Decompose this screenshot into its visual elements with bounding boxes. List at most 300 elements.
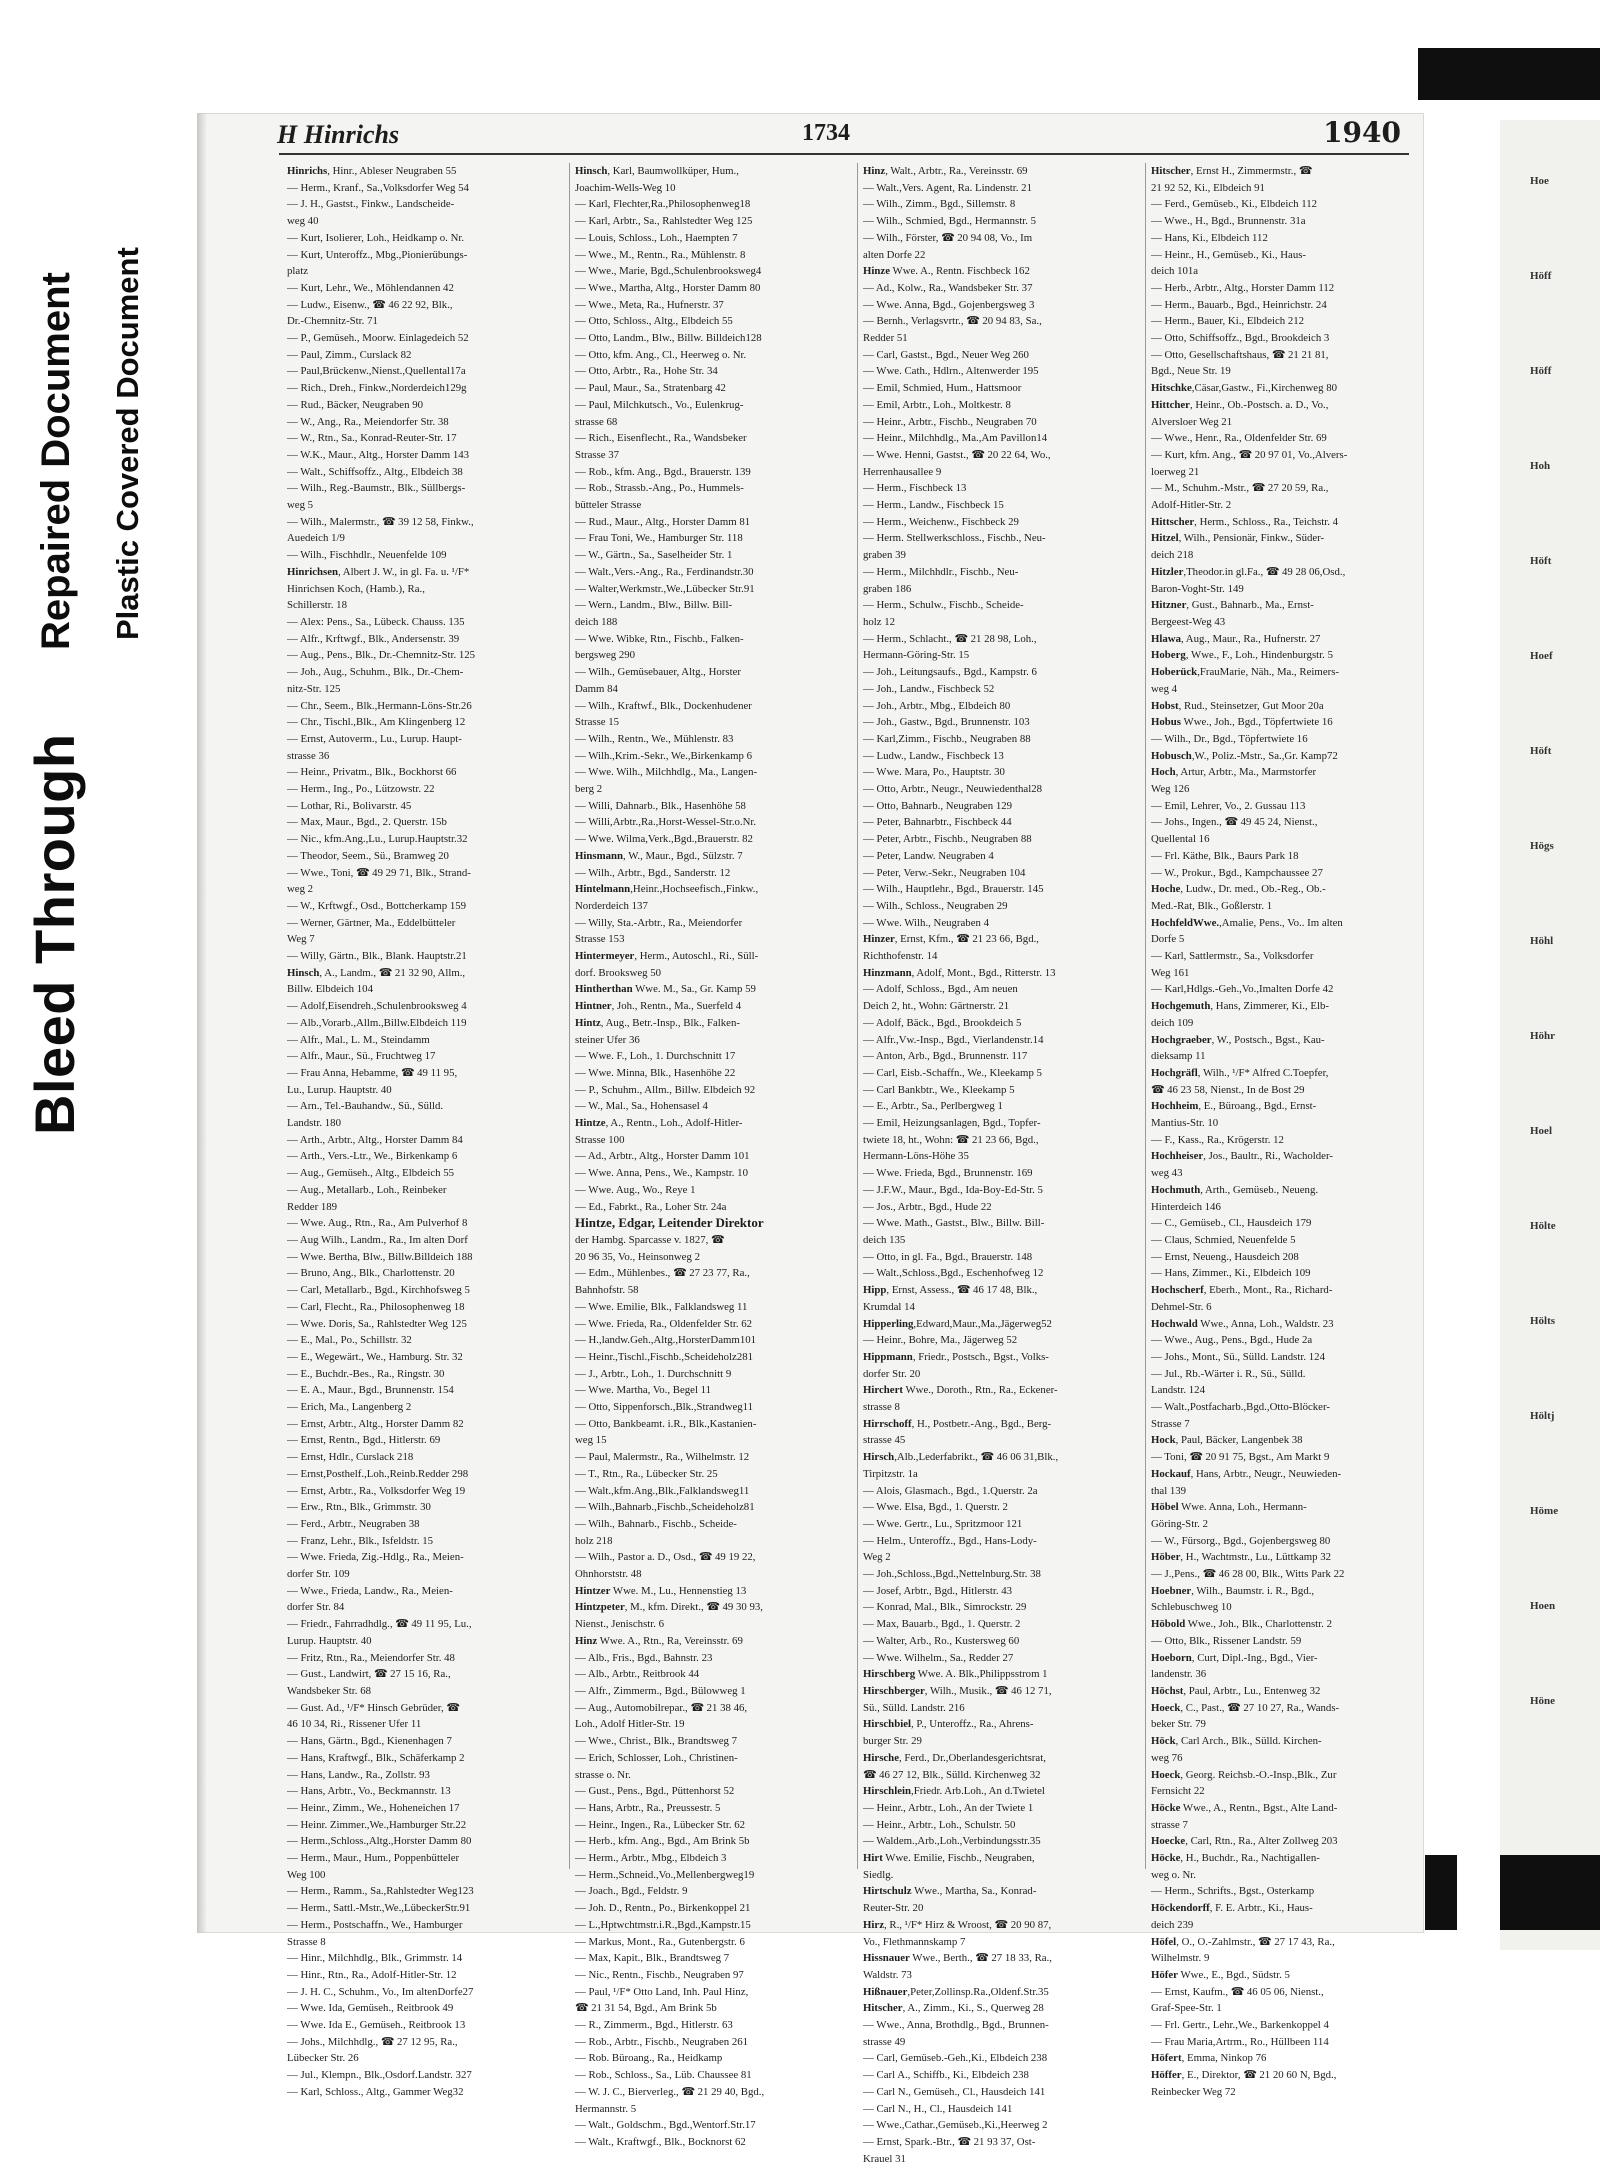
directory-entry: — Wwe. F., Loh., 1. Durchschnitt 17 [575,1050,736,1063]
directory-entry: Hinz, Walt., Arbtr., Ra., Vereinsstr. 69 [863,165,1028,177]
directory-entry: — Heinr., Arbtr., Loh., Schulstr. 50 [863,1818,1016,1831]
directory-entry: — Rud., Bäcker, Neugraben 90 [287,398,423,411]
directory-entry: — Gust. Ad., ¹/F* Hinsch Gebrüder, ☎ [287,1701,460,1714]
directory-entry: — Wwe. Henni, Gastst., ☎ 20 22 64, Wo., [863,448,1051,461]
directory-entry: — Jul., Rb.-Wärter i. R., Sü., Sülld. [1151,1367,1306,1380]
directory-entry: Hinsmann, W., Maur., Bgd., Sülzstr. 7 [575,849,743,862]
directory-entry: Hobus Wwe., Joh., Bgd., Töpfertwiete 16 [1151,716,1333,729]
directory-entry: — Wilh., Schmied, Bgd., Hermannstr. 5 [863,215,1037,228]
directory-entry: — Jos., Arbtr., Bgd., Hude 22 [863,1200,992,1213]
directory-column-1 [287,163,557,2101]
directory-entry: — Wwe. Frieda, Bgd., Brunnenstr. 169 [863,1167,1033,1180]
directory-entry: — Walter, Arb., Ro., Kustersweg 60 [863,1634,1020,1647]
directory-entry: Hoberg, Wwe., F., Loh., Hindenburgstr. 5 [1151,649,1333,662]
directory-entry: Strasse 15 [575,716,620,729]
directory-entry: — Walter,Werkmstr.,We.,Lübecker Str.91 [575,582,755,595]
directory-entry: Höfer Wwe., E., Bgd., Südstr. 5 [1151,1968,1290,1981]
directory-entry: — Joh. D., Rentn., Po., Birkenkoppel 21 [575,1902,751,1915]
directory-entry: — Carl Bankbtr., We., Kleekamp 5 [863,1083,1015,1096]
directory-entry: — Heinr.,Tischl.,Fischb.,Scheideholz281 [575,1350,754,1363]
directory-entry: — Peter, Landw. Neugraben 4 [863,849,994,862]
directory-entry: — W.K., Maur., Altg., Horster Damm 143 [287,448,470,461]
directory-entry: — Wwe. Math., Gastst., Blw., Billw. Bill- [863,1217,1045,1230]
directory-entry: — Wilh.,Bahnarb.,Fischb.,Scheideholz81 [575,1501,755,1514]
directory-entry: — Frau Anna, Hebamme, ☎ 49 11 95, [287,1066,458,1079]
directory-entry: Hittscher, Herm., Schloss., Ra., Teichstr. 4 [1151,515,1339,528]
directory-entry: bergsweg 290 [575,649,636,662]
side-label-plastic-covered-document: Plastic Covered Document [110,247,145,640]
directory-entry: — Hinr., Rtn., Ra., Adolf-Hitler-Str. 12 [287,1968,457,1981]
directory-entry: — Hans, Ki., Elbdeich 112 [1151,231,1268,244]
directory-entry: Hintzer Wwe. M., Lu., Hennenstieg 13 [575,1584,747,1597]
directory-entry: — Otto, Schloss., Altg., Elbdeich 55 [575,315,733,328]
directory-entry: — Willi, Dahnarb., Blk., Hasenhöhe 58 [575,799,746,812]
directory-entry: Hoeck, Georg. Reichsb.-O.-Insp.,Blk., Zur [1151,1768,1337,1781]
directory-entry: — C., Gemüseb., Cl., Hausdeich 179 [1151,1217,1312,1230]
directory-entry: — Herm., Schulw., Fischb., Scheide- [863,599,1024,612]
directory-entry: — Kurt, Isolierer, Loh., Heidkamp o. Nr. [287,231,465,244]
directory-entry: — Waldem.,Arb.,Loh.,Verbindungsstr.35 [863,1835,1041,1848]
directory-entry: weg 4 [1151,682,1178,695]
directory-entry: — Paul, Milchkutsch., Vo., Eulenkrug- [575,398,744,411]
directory-entry: — Herm., Fischbeck 13 [863,482,967,495]
directory-entry: — Alois, Glasmach., Bgd., 1.Querstr. 2a [863,1484,1038,1497]
directory-entry: — T., Rtn., Ra., Lübecker Str. 25 [575,1467,718,1480]
directory-entry: — Max, Bauarb., Bgd., 1. Querstr. 2 [863,1618,1021,1631]
directory-entry: — W., Ang., Ra., Meiendorfer Str. 38 [287,415,449,428]
directory-entry: — Herm. Stellwerkschloss., Fischb., Neu- [863,532,1046,545]
directory-entry: Höffer, E., Direktor, ☎ 21 20 60 N, Bgd., [1151,2069,1337,2082]
directory-entry: — Hans, Arbtr., Vo., Beckmannstr. 13 [287,1785,451,1798]
directory-entry: — Ferd., Arbtr., Neugraben 38 [287,1517,420,1530]
directory-entry: — Wilh., Malermstr., ☎ 39 12 58, Finkw., [287,515,474,528]
directory-entry: Graf-Spee-Str. 1 [1151,2002,1222,2015]
column-divider [1145,163,1146,1869]
directory-entry: — W., Mal., Sa., Hohensasel 4 [575,1100,708,1113]
directory-entry: Reuter-Str. 20 [863,1902,924,1915]
directory-entry: — W., Prokur., Bgd., Kampchaussee 27 [1151,866,1323,879]
directory-entry: — Paul,Brückenw.,Nienst.,Quellental17a [287,365,466,378]
directory-entry: — Wwe., Meta, Ra., Hufnerstr. 37 [575,298,724,311]
directory-entry: — W., Gärtn., Sa., Saselheider Str. 1 [575,549,733,562]
directory-entry: — Walt., Schiffsoffz., Altg., Elbdeich 38 [287,465,463,478]
directory-entry: Hochgemuth, Hans, Zimmerer, Ki., Elb- [1151,1000,1329,1013]
directory-entry: — Wern., Landm., Blw., Billw. Bill- [575,599,733,612]
directory-entry: — Wwe. Minna, Blk., Hasenhöhe 22 [575,1066,736,1079]
directory-entry: — Wilh., Zimm., Bgd., Sillemstr. 8 [863,198,1016,211]
directory-entry: HochfeldWwe.,Amalie, Pens., Vo.. Im alten [1151,916,1343,929]
directory-entry: — Otto, Arbtr., Ra., Hohe Str. 34 [575,365,718,378]
directory-entry: Hißnauer,Peter,Zollinsp.Ra.,Oldenf.Str.35 [863,1985,1049,1998]
directory-entry: — Otto, Arbtr., Neugr., Neuwiedenthal28 [863,783,1043,796]
directory-entry: — Wwe. Bertha, Blw., Billw.Billdeich 188 [287,1250,473,1263]
directory-entry: Hinterdeich 146 [1151,1200,1221,1213]
directory-entry: landenstr. 36 [1151,1668,1207,1681]
directory-entry: — Ernst,Posthelf.,Loh.,Reinb.Redder 298 [287,1467,469,1480]
directory-entry: Hitzel, Wilh., Pensionär, Finkw., Süder- [1151,532,1325,545]
directory-entry: — Walt., Goldschm., Bgd.,Wentorf.Str.17 [575,2119,756,2132]
directory-entry: — Alb., Fris., Bgd., Bahnstr. 23 [575,1651,713,1664]
directory-entry: Damm 84 [575,682,618,695]
directory-entry: — Walt., Kraftwgf., Blk., Bocknorst 62 [575,2135,746,2148]
directory-entry: — Ludw., Landw., Fischbeck 13 [863,749,1004,762]
directory-entry: Strasse 7 [1151,1417,1190,1430]
directory-entry: deich 188 [575,615,618,628]
directory-entry: loerweg 21 [1151,465,1200,478]
directory-entry: — J., Arbtr., Loh., 1. Durchschnitt 9 [575,1367,732,1380]
directory-entry: Hintzpeter, M., kfm. Direkt., ☎ 49 30 93, [575,1601,763,1614]
directory-entry: — Wwe., M., Rentn., Ra., Mühlenstr. 8 [575,248,746,261]
directory-entry: berg 2 [575,783,603,796]
directory-entry: — Herm., Milchhdlr., Fischb., Neu- [863,565,1019,578]
directory-entry: Lurup. Hauptstr. 40 [287,1634,372,1647]
directory-entry: Hoberück,FrauMarie, Näh., Ma., Reimers- [1151,666,1340,679]
directory-entry: — Heinr., Privatm., Blk., Bockhorst 66 [287,766,457,779]
directory-entry: — W., Krftwgf., Osd., Bottcherkamp 159 [287,899,467,912]
directory-entry: Hinzmann, Adolf, Mont., Bgd., Ritterstr. 13 [863,966,1056,979]
directory-entry: Hitscher, Ernst H., Zimmermstr., ☎ [1151,165,1313,177]
directory-entry: Bahnhofstr. 58 [575,1284,639,1297]
directory-entry: Hoeborn, Curt, Dipl.-Ing., Bgd., Vier- [1151,1651,1318,1664]
directory-entry: Deich 2, ht., Wohn: Gärtnerstr. 21 [863,1000,1010,1013]
directory-entry: Hinsch, Karl, Baumwollküper, Hum., [575,165,739,177]
directory-entry: — Wwe. Gertr., Lu., Spritzmoor 121 [863,1517,1023,1530]
directory-entry: — Heinr., H., Gemüseb., Ki., Haus- [1151,248,1307,261]
directory-entry: — Wwe. Emilie, Blk., Falklandsweg 11 [575,1300,748,1313]
directory-entry: — Hans, Zimmer., Ki., Elbdeich 109 [1151,1267,1311,1280]
directory-entry: — Helm., Unteroffz., Bgd., Hans-Lody- [863,1534,1037,1547]
directory-entry: Waldstr. 73 [863,1968,912,1981]
directory-entry: — Arn., Tel.-Bauhandw., Sü., Sülld. [287,1100,444,1113]
directory-entry: strasse 45 [863,1434,906,1447]
header-page-number: 1734 [802,120,850,146]
directory-entry: Höbold Wwe., Joh., Blk., Charlottenstr. 2 [1151,1618,1332,1631]
directory-entry: — E., Mal., Po., Schillstr. 32 [287,1334,412,1347]
directory-entry: — H.,landw.Geh.,Altg.,HorsterDamm101 [575,1334,757,1347]
directory-entry: Hlawa, Aug., Maur., Ra., Hufnerstr. 27 [1151,632,1321,645]
next-page-fragment: Hoe [1530,175,1549,187]
directory-entry: weg 76 [1151,1751,1183,1764]
directory-entry: 20 96 35, Vo., Heinsonweg 2 [575,1250,700,1263]
directory-entry: — Erich, Schlosser, Loh., Christinen- [575,1751,738,1764]
directory-entry: Hipp, Ernst, Assess., ☎ 46 17 48, Blk., [863,1284,1038,1297]
directory-entry: — Otto, kfm. Ang., Cl., Heerweg o. Nr. [575,348,747,361]
directory-entry: — Chr., Seem., Blk.,Hermann-Löns-Str.26 [287,699,472,712]
directory-entry: — Wwe. Ida, Gemüseh., Reitbrook 49 [287,2002,454,2015]
directory-entry: Weg 126 [1151,783,1190,796]
directory-entry: ☎ 21 31 54, Bgd., Am Brink 5b [575,2002,717,2015]
directory-entry: — Wwe. Martha, Vo., Begel 11 [575,1384,712,1397]
directory-column-3 [863,163,1133,2167]
header-year: 1940 [1323,116,1401,149]
directory-entry: — Hinr., Milchhdlg., Blk., Grimmstr. 14 [287,1952,463,1965]
directory-entry: — Nic., Rentn., Fischb., Neugraben 97 [575,1968,744,1981]
side-label-bleed-through: Bleed Through [23,733,86,1135]
directory-entry: Hintherthan Wwe. M., Sa., Gr. Kamp 59 [575,983,756,996]
directory-entry: — Aug., Gemüseh., Altg., Elbdeich 55 [287,1167,455,1180]
directory-entry: — Wilh., Fischhdlr., Neuenfelde 109 [287,549,447,562]
directory-entry: — Wilh., Förster, ☎ 20 94 08, Vo., Im [863,231,1033,244]
directory-entry: — Ernst, Arbtr., Ra., Volksdorfer Weg 19 [287,1484,466,1497]
directory-entry: Landstr. 124 [1151,1384,1205,1397]
directory-entry: Redder 189 [287,1200,338,1213]
directory-entry: Strasse 8 [287,1935,326,1948]
directory-entry: Hinze Wwe. A., Rentn. Fischbeck 162 [863,265,1030,278]
directory-entry: — Karl, Schloss., Altg., Gammer Weg32 [287,2085,464,2098]
directory-entry: Hitzner, Gust., Bahnarb., Ma., Ernst- [1151,599,1314,612]
directory-entry: Auedeich 1/9 [287,532,345,545]
directory-entry: — Peter, Bahnarbtr., Fischbeck 44 [863,816,1012,829]
directory-entry: — Arth., Arbtr., Altg., Horster Damm 84 [287,1133,463,1146]
directory-entry: — Herm., Schrifts., Bgst., Osterkamp [1151,1885,1315,1898]
directory-entry: Reinbecker Weg 72 [1151,2085,1236,2098]
directory-entry: — W., Fürsorg., Bgd., Gojenbergsweg 80 [1151,1534,1331,1547]
directory-entry: Schlebuschweg 10 [1151,1601,1232,1614]
directory-page [197,113,1424,2165]
directory-entry: — Karl, Sattlermstr., Sa., Volksdorfer [1151,950,1314,963]
directory-entry: — Ernst, Rentn., Bgd., Hitlerstr. 69 [287,1434,441,1447]
directory-entry: — Walt.,Postfacharb.,Bgd.,Otto-Blöcker- [1151,1401,1330,1414]
directory-entry: Höckendorff, F. E. Arbtr., Ki., Haus- [1151,1902,1313,1915]
directory-entry: — Wilh., Reg.-Baumstr., Blk., Süllbergs- [287,482,466,495]
next-page-fragment: Höne [1530,1695,1556,1707]
directory-entry: — Johs., Ingen., ☎ 49 45 24, Nienst., [1151,816,1318,829]
directory-entry: — Lothar, Ri., Bolivarstr. 45 [287,799,412,812]
directory-entry: Lübecker Str. 26 [287,2052,359,2065]
directory-entry: — J.F.W., Maur., Bgd., Ida-Boy-Ed-Str. 5 [863,1183,1043,1196]
black-bar-bottom-right [1500,1855,1600,1930]
directory-entry: Dehmel-Str. 6 [1151,1300,1212,1313]
directory-entry: — Herm., Arbtr., Mbg., Elbdeich 3 [575,1852,727,1865]
directory-entry: — Ernst, Arbtr., Altg., Horster Damm 82 [287,1417,464,1430]
directory-entry: — Joh.,Schloss.,Bgd.,Nettelnburg.Str. 38 [863,1568,1041,1581]
directory-entry: Höck, Carl Arch., Blk., Sülld. Kirchen- [1151,1735,1322,1748]
directory-entry: Hinrichsen, Albert J. W., in gl. Fa. u. ¹/F* [287,565,470,578]
directory-entry: — Hans, Arbtr., Ra., Preussestr. 5 [575,1801,721,1814]
next-page-fragment: Höhl [1530,935,1554,947]
directory-entry: — Wwe. Wilh., Neugraben 4 [863,916,989,929]
directory-entry: — Gust., Landwirt, ☎ 27 15 16, Ra., [287,1668,451,1681]
directory-entry: — Claus, Schmied, Neuenfelde 5 [1151,1234,1296,1246]
directory-entry: — Louis, Schloss., Loh., Haempten 7 [575,231,738,244]
directory-entry: — Paul, ¹/F* Otto Land, Inh. Paul Hinz, [575,1985,749,1998]
directory-entry: — L.,Hptwchtmstr.i.R.,Bgd.,Kampstr.15 [575,1918,751,1931]
directory-entry: — Emil, Heizungsanlagen, Bgd., Topfer- [863,1117,1041,1130]
directory-entry: Hochscherf, Eberh., Mont., Ra., Richard- [1151,1284,1333,1297]
directory-entry: — E., Wegewärt., We., Hamburg. Str. 32 [287,1350,463,1363]
directory-entry: strasse 7 [1151,1818,1188,1831]
directory-entry: Sü., Sülld. Landstr. 216 [863,1701,965,1714]
directory-entry: — Wwe., Aug., Pens., Bgd., Hude 2a [1151,1334,1313,1347]
directory-entry: — Carl N., H., Cl., Hausdeich 141 [863,2102,1013,2115]
directory-entry: Hissnauer Wwe., Berth., ☎ 27 18 33, Ra., [863,1952,1052,1965]
directory-entry: — Karl, Arbtr., Sa., Rahlstedter Weg 125 [575,215,753,228]
directory-entry: — Rob., kfm. Ang., Bgd., Brauerstr. 139 [575,465,751,478]
directory-entry: — Herb., kfm. Ang., Bgd., Am Brink 5b [575,1835,750,1848]
directory-entry: — Konrad, Mal., Blk., Simrockstr. 29 [863,1601,1027,1614]
directory-entry: — Otto, Sippenforsch.,Blk.,Strandweg11 [575,1401,754,1414]
directory-entry: platz [287,265,308,278]
directory-entry: dorfer Str. 84 [287,1601,345,1614]
directory-entry: — Herm.,Schloss.,Altg.,Horster Damm 80 [287,1835,472,1848]
directory-entry: Dorfe 5 [1151,933,1185,946]
side-label-repaired-document: Repaired Document [34,272,78,650]
directory-entry: Hochheiser, Jos., Baultr., Ri., Wacholder- [1151,1150,1333,1163]
directory-entry: — Paul, Zimm., Curslack 82 [287,348,412,361]
directory-entry: — Joach., Bgd., Feldstr. 9 [575,1885,688,1898]
next-page-fragment: Högs [1530,840,1554,852]
directory-entry: — Karl,Zimm., Fischb., Neugraben 88 [863,732,1031,745]
directory-entry: — Wwe. Doris, Sa., Rahlstedter Weg 125 [287,1317,467,1330]
directory-entry: Hintze, Edgar, Leitender Direktor [575,1215,764,1231]
directory-entry: — Heinr., Milchhdlg., Ma.,Am Pavillon14 [863,432,1048,445]
directory-entry: — E., Buchdr.-Bes., Ra., Ringstr. 30 [287,1367,445,1380]
directory-entry: bütteler Strasse [575,499,642,512]
directory-entry: strasse 36 [287,749,330,762]
directory-entry: — Alfr., Krftwgf., Blk., Andersenstr. 39 [287,632,460,645]
directory-entry: — Alfr.,Vw.-Insp., Bgd., Vierlandenstr.14 [863,1033,1044,1046]
directory-entry: Hitzler,Theodor.in gl.Fa., ☎ 49 28 06,Osd., [1151,565,1346,578]
directory-entry: — Hans, Landw., Ra., Zollstr. 93 [287,1768,430,1781]
directory-entry: Vo., Flethmannskamp 7 [863,1935,966,1948]
directory-entry: — Kurt, kfm. Ang., ☎ 20 97 01, Vo.,Alvers- [1151,448,1348,461]
directory-entry: — Herm., Bauer, Ki., Elbdeich 212 [1151,315,1305,328]
directory-entry: Hippmann, Friedr., Postsch., Bgst., Volks- [863,1350,1049,1363]
directory-entry: — J.,Pens., ☎ 46 28 00, Blk., Witts Park 22 [1151,1568,1345,1581]
directory-entry: ☎ 46 23 58, Nienst., In de Bost 29 [1151,1083,1305,1096]
directory-entry: — Emil, Lehrer, Vo., 2. Gussau 113 [1151,799,1306,812]
directory-entry: Lu., Lurup. Hauptstr. 40 [287,1083,392,1096]
directory-entry: — Rud., Maur., Altg., Horster Damm 81 [575,515,751,528]
directory-entry: — Ernst, Autoverm., Lu., Lurup. Haupt- [287,732,462,745]
directory-entry: — Herm., Sattl.-Mstr.,We.,LübeckerStr.91 [287,1902,471,1915]
directory-entry: — Edm., Mühlenbes., ☎ 27 23 77, Ra., [575,1267,750,1280]
directory-entry: — Aug., Metallarb., Loh., Reinbeker [287,1183,447,1196]
next-page-fragment: Höff [1530,270,1552,282]
directory-entry: Hochwald Wwe., Anna, Loh., Waldstr. 23 [1151,1317,1334,1330]
directory-entry: Hoche, Ludw., Dr. med., Ob.-Reg., Ob.- [1151,883,1326,896]
directory-entry: twiete 18, ht., Wohn: ☎ 21 23 66, Bgd., [863,1133,1039,1146]
directory-entry: — Wwe. Wibke, Rtn., Fischb., Falken- [575,632,744,645]
directory-entry: deich 239 [1151,1918,1194,1931]
directory-entry: — Wwe., Anna, Brothdlg., Bgd., Brunnen- [863,2019,1049,2032]
directory-entry: Hintz, Aug., Betr.-Insp., Blk., Falken- [575,1016,740,1029]
directory-entry: — Alfr., Mal., L. M., Steindamm [287,1033,430,1046]
directory-entry: — Rob., Strassb.-Ang., Po., Hummels- [575,482,744,495]
directory-entry: Landstr. 180 [287,1117,341,1130]
directory-entry: — Otto, Blk., Rissener Landstr. 59 [1151,1634,1302,1647]
directory-entry: strasse 68 [575,415,618,428]
directory-entry: Höcke, H., Buchdr., Ra., Nachtigallen- [1151,1852,1320,1865]
directory-entry: weg 15 [575,1434,607,1447]
directory-entry: Krumdal 14 [863,1300,915,1313]
directory-entry: — Rob. Büroang., Ra., Heidkamp [575,2052,723,2065]
directory-entry: — Erich, Ma., Langenberg 2 [287,1401,412,1414]
directory-entry: Hoeck, C., Past., ☎ 27 10 27, Ra., Wands- [1151,1701,1340,1714]
directory-entry: — P., Schuhm., Allm., Billw. Elbdeich 92 [575,1083,756,1096]
directory-entry: Hinsch, A., Landm., ☎ 21 32 90, Allm., [287,966,466,979]
directory-entry: — E., Arbtr., Sa., Perlbergweg 1 [863,1100,1003,1113]
directory-entry: Hochheim, E., Büroang., Bgd., Ernst- [1151,1100,1317,1113]
directory-entry: — Wwe., Frieda, Landw., Ra., Meien- [287,1584,453,1597]
directory-entry: — Ad., Arbtr., Altg., Horster Damm 101 [575,1150,750,1163]
directory-entry: — Joh., Gastw., Bgd., Brunnenstr. 103 [863,716,1030,729]
directory-entry: — Frau Toni, We., Hamburger Str. 118 [575,532,743,545]
directory-entry: — Ludw., Eisenw., ☎ 46 22 92, Blk., [287,298,453,311]
directory-entry: — J. H., Gastst., Finkw., Landscheide- [287,198,455,211]
directory-column-2 [575,163,845,2151]
directory-entry: — Herm., Maur., Hum., Poppenbütteler [287,1852,460,1865]
next-page-fragment: Hoef [1530,650,1553,662]
directory-entry: Hintze, A., Rentn., Loh., Adolf-Hitler- [575,1117,743,1130]
directory-entry: Nienst., Jenischstr. 6 [575,1618,665,1631]
directory-entry: Alversloer Weg 21 [1151,415,1233,428]
directory-entry: — Walt.,Vers. Agent, Ra. Lindenstr. 21 [863,181,1032,194]
directory-entry: Norderdeich 137 [575,899,648,912]
directory-entry: Göring-Str. 2 [1151,1517,1208,1530]
directory-entry: — Joh., Landw., Fischbeck 52 [863,682,995,695]
directory-entry: weg 40 [287,215,319,228]
directory-entry: — Wwe. Elsa, Bgd., 1. Querstr. 2 [863,1501,1008,1514]
directory-entry: — Otto, Bahnarb., Neugraben 129 [863,799,1013,812]
directory-entry: weg 5 [287,499,314,512]
directory-entry: Hirz, R., ¹/F* Hirz & Wroost, ☎ 20 90 87, [863,1918,1052,1931]
directory-entry: Hitschke,Cäsar,Gastw., Fi.,Kirchenweg 80 [1151,382,1337,395]
directory-entry: — Heinr., Zimm., We., Hoheneichen 17 [287,1801,460,1814]
directory-entry: — W. J. C., Bierverleg., ☎ 21 29 40, Bgd., [575,2085,765,2098]
directory-entry: — F., Kass., Ra., Krögerstr. 12 [1151,1133,1284,1146]
directory-entry: — Alb.,Vorarb.,Allm.,Billw.Elbdeich 119 [287,1016,467,1029]
directory-entry: — Ferd., Gemüseb., Ki., Elbdeich 112 [1151,198,1318,211]
directory-entry: Ohnhorststr. 48 [575,1568,642,1581]
directory-entry: Hirschbiel, P., Unteroffz., Ra., Ahrens- [863,1718,1034,1731]
directory-entry: — Werner, Gärtner, Ma., Eddelbütteler [287,916,456,929]
directory-entry: — Peter, Verw.-Sekr., Neugraben 104 [863,866,1026,879]
directory-entry: deich 109 [1151,1016,1194,1029]
directory-entry: Hermannstr. 5 [575,2102,637,2115]
directory-entry: — Wilh., Gemüsebauer, Altg., Horster [575,666,741,679]
directory-entry: — Heinr., Arbtr., Fischb., Neugraben 70 [863,415,1037,428]
gutter-shadow [197,113,207,1933]
directory-entry: — Carl, Gastst., Bgd., Neuer Weg 260 [863,348,1029,361]
directory-entry: — Wilh., Dr., Bgd., Töpfertwiete 16 [1151,732,1308,745]
directory-entry: — Wwe. Frieda, Zig.-Hdlg., Ra., Meien- [287,1551,464,1564]
next-page-fragment: Höhr [1530,1030,1556,1042]
directory-entry: — Wwe. Cath., Hdlrn., Altenwerder 195 [863,365,1039,378]
directory-entry: Hochmuth, Arth., Gemüseb., Neueng. [1151,1183,1319,1196]
directory-entry: — Herm., Bauarb., Bgd., Heinrichstr. 24 [1151,298,1327,311]
directory-entry: — Wwe. Wilh., Milchhdlg., Ma., Langen- [575,766,758,779]
directory-entry: Hinzer, Ernst, Kfm., ☎ 21 23 66, Bgd., [863,933,1039,946]
directory-entry: Strasse 153 [575,933,625,946]
directory-entry: — Adolf, Bäck., Bgd., Brookdeich 5 [863,1016,1022,1029]
directory-entry: Hinrichsen Koch, (Hamb.), Ra., [287,582,425,595]
directory-entry: — Joh., Leitungsaufs., Bgd., Kampstr. 6 [863,666,1037,679]
directory-entry: — Aug., Pens., Blk., Dr.-Chemnitz-Str. 125 [287,649,476,662]
directory-entry: — Fritz, Rtn., Ra., Meiendorfer Str. 48 [287,1651,455,1664]
directory-entry: Hinz Wwe. A., Rtn., Ra, Vereinsstr. 69 [575,1634,743,1647]
directory-entry: Hock, Paul, Bäcker, Langenbek 38 [1151,1434,1303,1447]
directory-entry: — Herm., Weichenw., Fischbeck 29 [863,515,1019,528]
directory-entry: — Wilh., Schloss., Neugraben 29 [863,899,1008,912]
directory-entry: — Wilh., Kraftwf., Blk., Dockenhudener [575,699,752,712]
black-bar-top [1418,48,1600,100]
directory-entry: Hirtschulz Wwe., Martha, Sa., Konrad- [863,1885,1037,1898]
directory-entry: — Wwe. Ida E., Gemüseh., Reitbrook 13 [287,2019,466,2032]
directory-entry: Strasse 100 [575,1133,625,1146]
directory-entry: — Herm.,Schneid.,Vo.,Mellenbergweg19 [575,1868,755,1881]
directory-entry: Weg 7 [287,933,315,946]
